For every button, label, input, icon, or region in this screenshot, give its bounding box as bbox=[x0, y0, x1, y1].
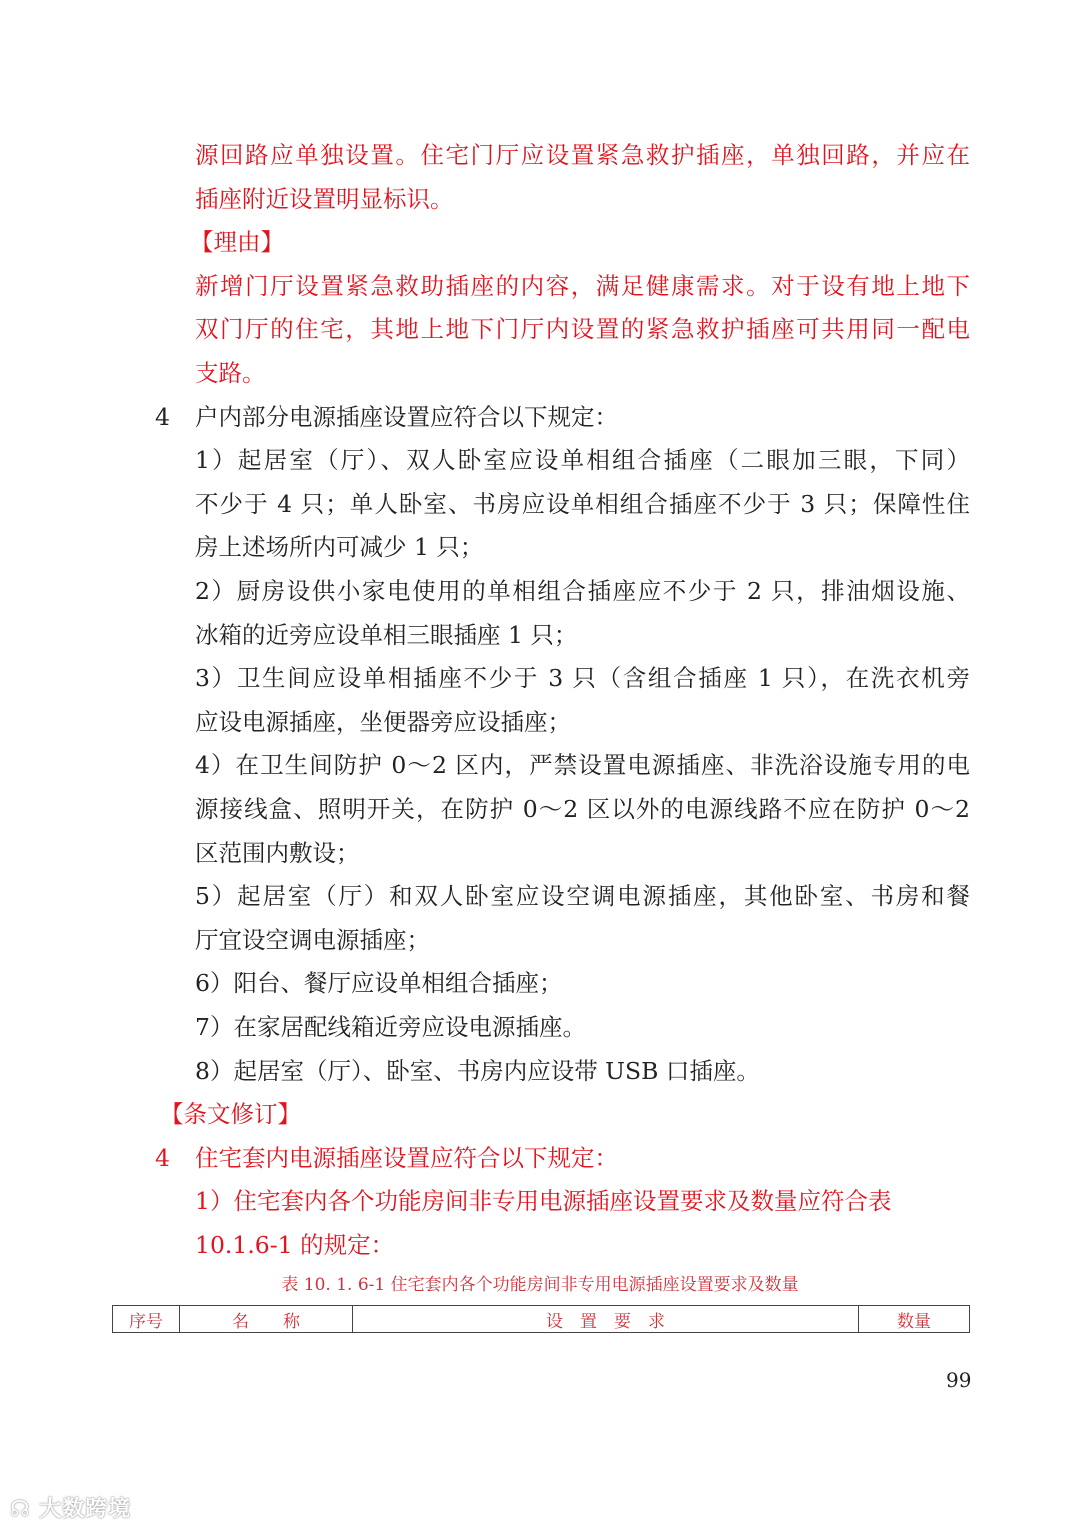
header-index: 序号 bbox=[113, 1306, 180, 1333]
text-line: 冰箱的近旁应设单相三眼插座 1 只； bbox=[195, 620, 578, 649]
text-line: 不少于 4 只；单人卧室、书房应设单相组合插座不少于 3 只；保障性住 bbox=[195, 489, 970, 518]
header-requirement: 设 置 要 求 bbox=[353, 1306, 859, 1333]
text-line: 7）在家居配线箱近旁应设电源插座。 bbox=[195, 1013, 586, 1041]
text-line: 6）阳台、餐厅应设单相组合插座； bbox=[195, 969, 563, 998]
clause-number: 4 bbox=[155, 402, 170, 431]
text-line: 3）卫生间应设单相插座不少于 3 只（含组合插座 1 只），在洗衣机旁 bbox=[195, 664, 970, 693]
clause-number: 4 bbox=[155, 1143, 170, 1172]
text-line: 双门厅的住宅，其地上地下门厅内设置的紧急救护插座可共用同一配电 bbox=[195, 315, 970, 344]
text-line: 新增门厅设置紧急救助插座的内容，满足健康需求。对于设有地上地下 bbox=[195, 271, 970, 300]
header-quantity: 数量 bbox=[859, 1306, 970, 1333]
page-number: 99 bbox=[946, 1368, 972, 1392]
text-line: 2）厨房设供小家电使用的单相组合插座应不少于 2 只，排油烟设施、 bbox=[195, 577, 970, 605]
text-line: 源接线盒、照明开关，在防护 0～2 区以外的电源线路不应在防护 0～2 bbox=[195, 795, 970, 823]
text-line: 5）起居室（厅）和双人卧室应设空调电源插座，其他卧室、书房和餐 bbox=[195, 882, 970, 911]
section-heading: 【条文修订】 bbox=[160, 1100, 301, 1129]
text-line: 户内部分电源插座设置应符合以下规定： bbox=[195, 402, 618, 431]
text-line: 插座附近设置明显标识。 bbox=[195, 184, 454, 213]
text-line: 1）起居室（厅）、双人卧室应设单相组合插座（二眼加三眼，下同） bbox=[195, 446, 970, 475]
text-line: 4）在卫生间防护 0～2 区内，严禁设置电源插座、非洗浴设施专用的电 bbox=[195, 751, 970, 780]
text-line: 10.1.6-1 的规定： bbox=[195, 1231, 395, 1259]
text-line: 应设电源插座，坐便器旁应设插座； bbox=[195, 707, 571, 736]
text-line: 厅宜设空调电源插座； bbox=[195, 925, 430, 954]
text-line: 1）住宅套内各个功能房间非专用电源插座设置要求及数量应符合表 bbox=[195, 1187, 892, 1216]
text-line: 住宅套内电源插座设置应符合以下规定： bbox=[195, 1143, 618, 1172]
text-line: 支路。 bbox=[195, 359, 266, 387]
section-heading: 【理由】 bbox=[190, 228, 284, 257]
table-caption: 表 10. 1. 6-1 住宅套内各个功能房间非专用电源插座设置要求及数量 bbox=[281, 1275, 799, 1295]
header-name: 名 称 bbox=[180, 1306, 353, 1333]
text-line: 房上述场所内可减少 1 只； bbox=[195, 533, 484, 562]
table-header bbox=[112, 1305, 970, 1333]
text-line: 区范围内敷设； bbox=[195, 838, 360, 867]
text-line: 8）起居室（厅）、卧室、书房内应设带 USB 口插座。 bbox=[195, 1056, 760, 1085]
text-line: 源回路应单独设置。住宅门厅应设置紧急救护插座，单独回路，并应在 bbox=[195, 141, 970, 169]
watermark-logo: ☊ 大数跨境 bbox=[10, 1497, 132, 1522]
